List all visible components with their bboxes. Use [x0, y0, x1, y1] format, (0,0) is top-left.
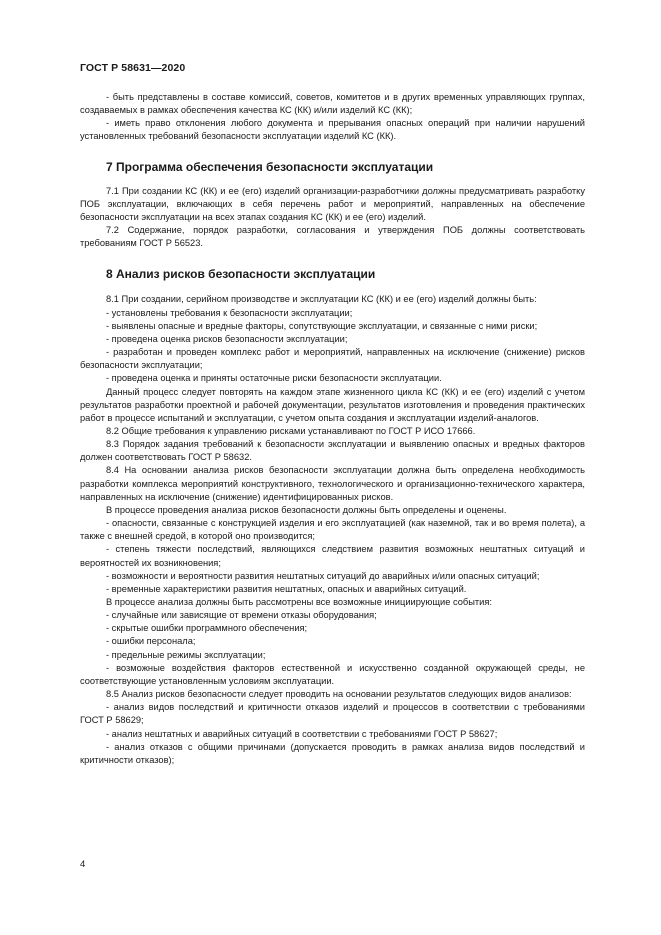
paragraph: 8.3 Порядок задания требований к безопасности эксплуатации и выявлению опасных и вредных факторов должен соответствовать ГОСТ Р 58632. [80, 439, 585, 463]
section-7-body [80, 185, 585, 251]
list-item: - степень тяжести последствий, являющихся следствием развития возможных нештатных ситуаций и вероятностей их возникновения; [80, 544, 585, 568]
list-item: - разработан и проведен комплекс работ и мероприятий, направленных на исключение (снижение) рисков безопасности эксплуатации; [80, 347, 585, 371]
list-item: - проведена оценка и приняты остаточные риски безопасности эксплуатации. [106, 373, 442, 384]
paragraph: 8.5 Анализ рисков безопасности следует проводить на основании результатов следующих видов анализов: [106, 689, 572, 700]
paragraph: В процессе проведения анализа рисков безопасности должны быть определены и оценены. [106, 504, 507, 515]
list-item: - анализ нештатных и аварийных ситуаций в соответствии с требованиями ГОСТ Р 58627; [106, 728, 498, 739]
list-item: - ошибки персонала; [106, 636, 196, 647]
paragraph: Данный процесс следует повторять на каждом этапе жизненного цикла КС (КК) и ее (его) изделий с учетом результатов разработки проектной и рабочей документации, результатов изготовления и проведения практических работ в процессе испытаний и эксплуатации, с учетом опыта создания и эксплуатации изделий-аналогов. [80, 386, 585, 423]
document-body [80, 91, 585, 767]
list-item: - установлены требования к безопасности эксплуатации; [106, 307, 353, 318]
section-8-title: 8 Анализ рисков безопасности эксплуатации [106, 267, 376, 282]
paragraph: - иметь право отклонения любого документа и прерывания опасных операций при наличии нарушений установленных требований безопасности эксплуатации изделий КС (КК). [80, 118, 585, 142]
list-item: - предельные режимы эксплуатации; [106, 649, 266, 660]
list-item: - случайные или зависящие от времени отказы оборудования; [106, 610, 377, 621]
paragraph: 7.1 При создании КС (КК) и ее (его) изделий организации-разработчики должны предусматривать разработку ПОБ эксплуатации, включающих в себя перечень работ и мероприятий, направленных на обеспечение безопасности эксплуатации на всех этапах создания КС (КК) и ее (его) изделий. [80, 185, 585, 222]
paragraph: - быть представлены в составе комиссий, советов, комитетов и в других временных управляющих группах, создаваемых в рамках обеспечения качества КС (КК) и/или изделий КС (КК); [80, 92, 585, 116]
paragraph: 7.2 Содержание, порядок разработки, согласования и утверждения ПОБ должны соответствовать требованиям ГОСТ Р 56523. [80, 225, 585, 249]
paragraph: 8.4 На основании анализа рисков безопасности эксплуатации должна быть определена необходимость разработки комплекса мероприятий конструктивного, технологического и организационно-технического характера, направленных на исключение (снижение) идентифицированных рисков. [80, 465, 585, 502]
section-8-body [80, 293, 585, 767]
list-item: - проведена оценка рисков безопасности эксплуатации; [106, 333, 348, 344]
list-item: - анализ отказов с общими причинами (допускается проводить в рамках анализа видов последствий и критичности отказов); [80, 741, 585, 765]
paragraph: В процессе анализа должны быть рассмотрены все возможные инициирующие события: [106, 597, 492, 607]
list-item: - выявлены опасные и вредные факторы, сопутствующие эксплуатации, и связанные с ними риски; [106, 320, 538, 331]
list-item: - анализ видов последствий и критичности отказов изделий и процессов в соответствии с требованиями ГОСТ Р 58629; [80, 702, 585, 726]
section-7-title: 7 Программа обеспечения безопасности эксплуатации [106, 159, 434, 174]
list-item: - скрытые ошибки программного обеспечения; [106, 623, 308, 634]
list-item: - временные характеристики развития нештатных, опасных и аварийных ситуаций. [106, 583, 467, 594]
intro-block [80, 91, 585, 144]
document-header: ГОСТ Р 58631—2020 [80, 62, 186, 74]
list-item: - возможные воздействия факторов естественной и искусственно созданной окружающей среды, не соответствующие установленным условиям эксплуатации. [80, 662, 585, 686]
list-item: - опасности, связанные с конструкцией изделия и его эксплуатацией (как наземной, так и во время полета), а также с внешней средой, в которой оно производится; [80, 518, 585, 542]
paragraph: 8.1 При создании, серийном производстве и эксплуатации КС (КК) и ее (его) изделий должны быть: [106, 294, 537, 305]
list-item: - возможности и вероятности развития нештатных ситуаций до аварийных и/или опасных ситуаций; [106, 570, 540, 581]
paragraph: 8.2 Общие требования к управлению рисками устанавливают по ГОСТ Р ИСО 17666. [106, 425, 476, 436]
page-number: 4 [80, 859, 86, 870]
